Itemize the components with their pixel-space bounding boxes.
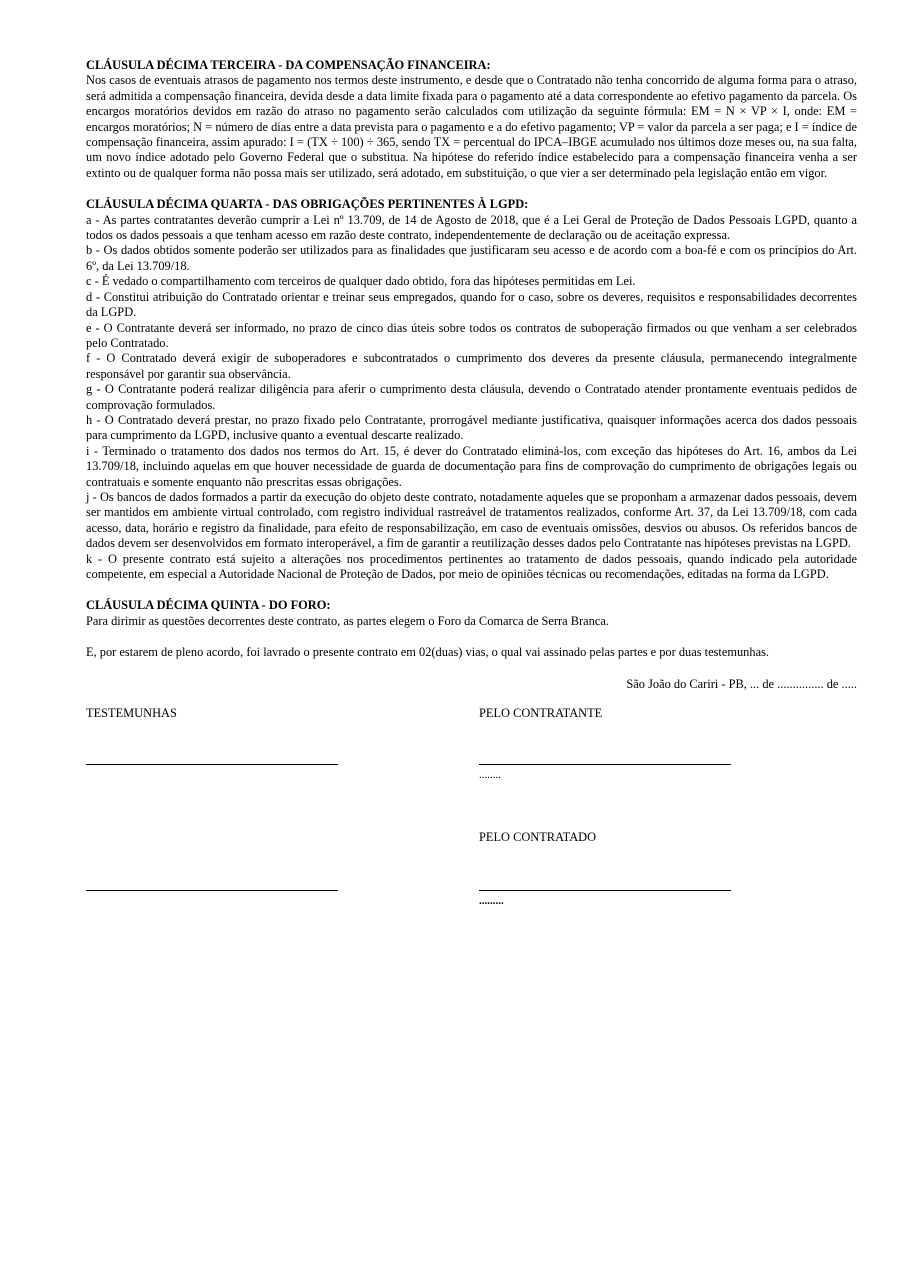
clause-15	[86, 598, 857, 629]
contractor-signature-line	[479, 764, 731, 765]
signature-area	[86, 706, 857, 946]
clause-13-text: Nos casos de eventuais atrasos de pagamento nos termos deste instrumento, e desde que o Contratado não tenha concorrido de alguma forma para o atraso, será admitida a compensação financeira, devida desde a data limite fixada para o pagamento até a data correspondente ao efetivo pagamento da parcela. Os encargos moratórios devidos em razão do atraso no pagamento serão calculados com utilização da seguinte fórmula: EM = N × VP × I, onde: EM = encargos moratórios; N = número de dias entre a data prevista para o pagamento e a do efetivo pagamento; VP = valor da parcela a ser paga; e I = índice de compensação financeira, assim apurado: I = (TX ÷ 100) ÷ 365, sendo TX = percentual do IPCA–IBGE acumulado nos últimos doze meses ou, na sua falta, um novo índice adotado pelo Governo Federal que o substitua. Na hipótese do referido índice estabelecido para a compensação financeira venha a ser extinto ou de qualquer forma não possa mais ser utilizado, será adotado, em substituição, o que vier a ser determinado pela legislação então em vigor.	[86, 73, 857, 180]
clause-14-item-g: g - O Contratante poderá realizar diligência para aferir o cumprimento desta cláusula, devendo o Contratado atender prontamente eventuais pedidos de comprovação formulados.	[86, 382, 857, 412]
contractor-label: PELO CONTRATANTE	[479, 706, 603, 721]
witnesses-label: TESTEMUNHAS	[86, 706, 177, 721]
clause-13-title: CLÁUSULA DÉCIMA TERCEIRA - DA COMPENSAÇÃO FINANCEIRA:	[86, 58, 491, 72]
clause-14-item-f: f - O Contratado deverá exigir de suboperadores e subcontratados o cumprimento dos deveres da presente cláusula, permanecendo integralmente responsável por garantir sua observância.	[86, 351, 857, 381]
clause-14-title: CLÁUSULA DÉCIMA QUARTA - DAS OBRIGAÇÕES PERTINENTES À LGPD:	[86, 197, 529, 212]
place-and-date: São João do Cariri - PB, ... de ............... de .....	[626, 676, 857, 691]
clause-15-title: CLÁUSULA DÉCIMA QUINTA - DO FORO:	[86, 598, 331, 613]
contracted-name-placeholder: .........	[479, 895, 504, 908]
clause-14	[86, 197, 857, 582]
closing-statement: E, por estarem de pleno acordo, foi lavrado o presente contrato em 02(duas) vias, o qual vai assinado pelas partes e por duas testemunhas.	[86, 645, 769, 660]
clause-15-text: Para dirimir as questões decorrentes deste contrato, as partes elegem o Foro da Comarca de Serra Branca.	[86, 613, 609, 628]
clause-14-item-i: i - Terminado o tratamento dos dados nos termos do Art. 15, é dever do Contratado eliminá-los, com exceção das hipóteses do Art. 16, ambos da Lei 13.709/18, incluindo aquelas em que houver necessidade de guarda de documentação para fins de comprovação do cumprimento de obrigações legais ou contratuais e somente enquanto não prescritas essas obrigações.	[86, 443, 857, 489]
clause-14-item-b: b - Os dados obtidos somente poderão ser utilizados para as finalidades que justificaram seu acesso e de acordo com a boa-fé e com os princípios do Art. 6º, da Lei 13.709/18.	[86, 243, 857, 273]
contracted-label: PELO CONTRATADO	[479, 830, 597, 845]
contracted-signature-line	[479, 890, 731, 891]
clause-14-item-h: h - O Contratado deverá prestar, no prazo fixado pelo Contratante, prorrogável mediante justificativa, quaisquer informações acerca dos dados pessoais para cumprimento da LGPD, inclusive quanto a eventual descarte realizado.	[86, 412, 857, 443]
clause-13	[86, 58, 857, 181]
witness-1-signature-line	[86, 764, 338, 765]
clause-14-item-a: a - As partes contratantes deverão cumprir a Lei nº 13.709, de 14 de Agosto de 2018, que é a Lei Geral de Proteção de Dados Pessoais LGPD, quanto a todos os dados pessoais a que tenham acesso em razão deste contrato, independentemente de declaração ou de aceitação expressa.	[86, 212, 857, 243]
clause-14-item-j: j - Os bancos de dados formados a partir da execução do objeto deste contrato, notadamente aqueles que se proponham a armazenar dados pessoais, devem ser mantidos em ambiente virtual controlado, com registro individual rastreável de tratamentos realizados, conforme Art. 37, da Lei 13.709/18, com cada acesso, data, horário e registro da finalidade, para efeito de responsabilização, em caso de eventuais omissões, desvios ou abusos. Os referidos bancos de dados devem ser desenvolvidos em formato interoperável, a fim de garantir a reutilização desses dados pelo Contratante nas hipóteses previstas na LGPD.	[86, 489, 857, 551]
clause-14-item-c: c - É vedado o compartilhamento com terceiros de qualquer dado obtido, fora das hipóteses permitidas em Lei.	[86, 274, 636, 289]
contractor-name-placeholder: ........	[479, 769, 501, 782]
clause-14-item-e: e - O Contratante deverá ser informado, no prazo de cinco dias úteis sobre todos os contratos de suboperação firmados ou que venham a ser celebrados pelo Contratado.	[86, 320, 857, 350]
clause-14-item-k: k - O presente contrato está sujeito a alterações nos procedimentos pertinentes ao tratamento de dados pessoais, quando indicado pela autoridade competente, em especial a Autoridade Nacional de Proteção de Dados, por meio de opiniões técnicas ou recomendações, editadas na forma da LGPD.	[86, 551, 857, 581]
witness-2-signature-line	[86, 890, 338, 891]
clause-14-item-d: d - Constitui atribuição do Contratado orientar e treinar seus empregados, quando for o caso, sobre os deveres, requisitos e responsabilidades decorrentes da LGPD.	[86, 289, 857, 320]
